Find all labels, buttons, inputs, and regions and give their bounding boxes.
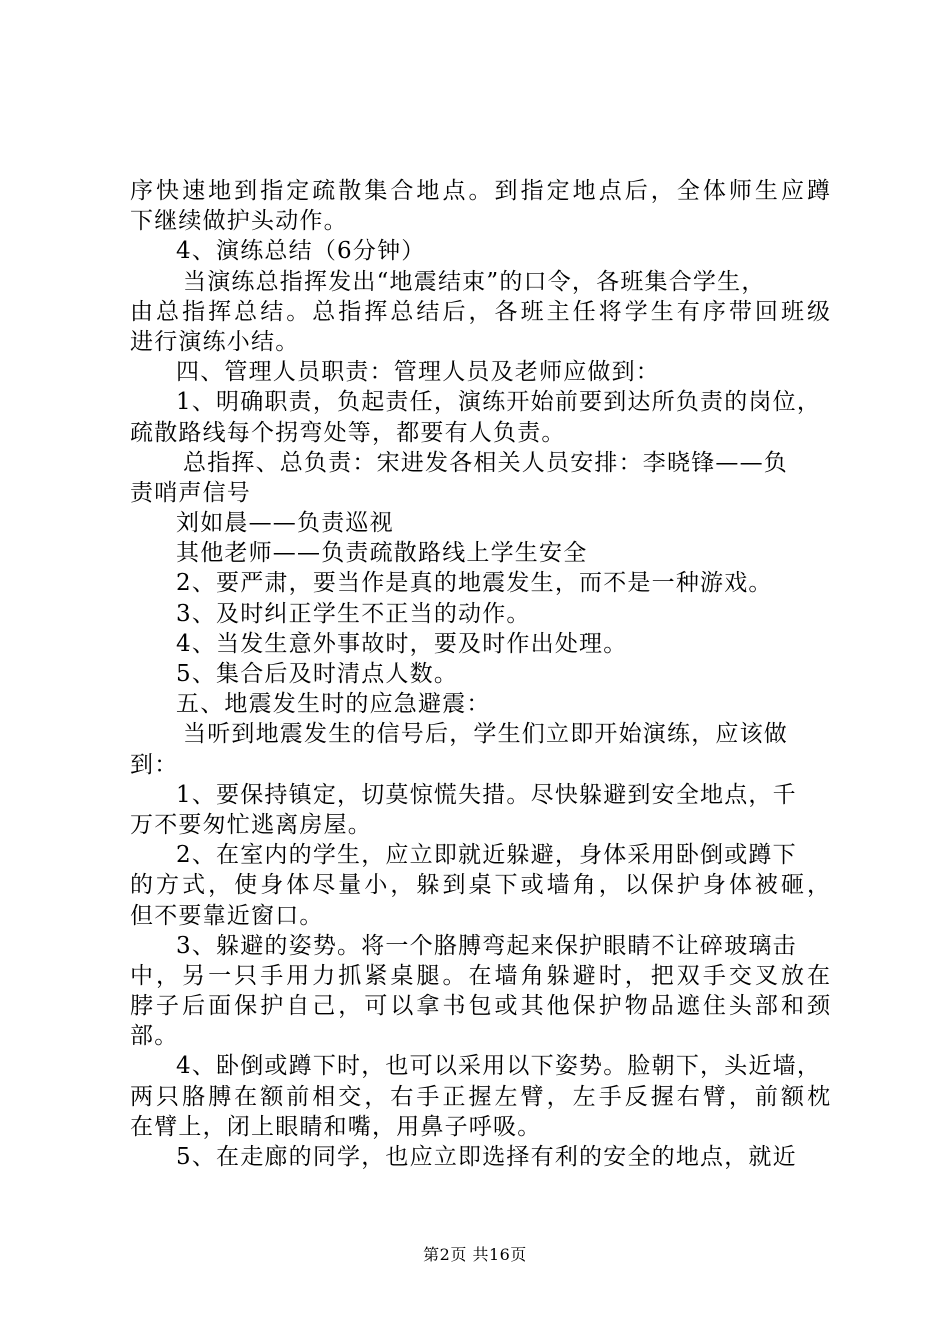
text-line: 的方式，使身体尽量小，躲到桌下或墙角，以保护身体被砸， (130, 872, 830, 899)
text-line: 4、卧倒或蹲下时，也可以采用以下姿势。脸朝下，头近墙， (176, 1053, 822, 1080)
text-line: 1、要保持镇定，切莫惊慌失措。尽快躲避到安全地点，千 (176, 781, 797, 808)
text-line: 2、在室内的学生，应立即就近躲避，身体采用卧倒或蹲下 (176, 842, 797, 869)
text-line: 在臂上，闭上眼睛和嘴，用鼻子呼吸。 (130, 1113, 542, 1140)
text-line: 其他老师——负责疏散路线上学生安全 (176, 540, 588, 567)
text-line: 5、集合后及时清点人数。 (176, 661, 459, 687)
text-line: 3、及时纠正学生不正当的动作。 (176, 600, 531, 627)
text-line: 但不要靠近窗口。 (130, 902, 324, 929)
section-heading: 五、地震发生时的应急避震： (176, 691, 491, 718)
section-heading: 四、管理人员职责：管理人员及老师应做到： (176, 359, 660, 386)
text-line: 4、当发生意外事故时，要及时作出处理。 (176, 630, 628, 657)
text-line: 由总指挥总结。总指挥总结后，各班主任将学生有序带回班级 (130, 298, 830, 325)
text-line: 5、在走廊的同学，也应立即选择有利的安全的地点，就近 (176, 1144, 797, 1170)
text-line: 中，另一只手用力抓紧桌腿。在墙角躲避时，把双手交叉放在 (130, 962, 830, 989)
text-line: 当听到地震发生的信号后，学生们立即开始演练，应该做 (183, 721, 788, 748)
text-line: 脖子后面保护自己，可以拿书包或其他保护物品遮住头部和颈 (130, 993, 830, 1020)
text-line: 责哨声信号 (130, 479, 251, 506)
text-line: 3、躲避的姿势。将一个胳膊弯起来保护眼睛不让碎玻璃击 (176, 932, 797, 959)
text-line: 两只胳膊在额前相交，右手正握左臂，左手反握右臂，前额枕 (130, 1083, 830, 1110)
document-body (130, 176, 830, 1172)
text-line: 1、明确职责，负起责任，演练开始前要到达所负责的岗位， (176, 389, 822, 416)
text-line: 进行演练小结。 (130, 328, 300, 355)
page-number-footer: 第2页 共16页 (423, 1245, 527, 1264)
text-line: 刘如晨——负责巡视 (176, 510, 394, 537)
text-line: 序快速地到指定疏散集合地点。到指定地点后，全体师生应蹲 (130, 178, 830, 204)
text-line: 当演练总指挥发出“地震结束”的口令，各班集合学生， (183, 268, 766, 295)
text-line: 疏散路线每个拐弯处等，都要有人负责。 (130, 419, 566, 446)
text-line: 万不要匆忙逃离房屋。 (130, 811, 372, 838)
text-line: 2、要严肃，要当作是真的地震发生，而不是一种游戏。 (176, 570, 773, 597)
section-heading: 4、演练总结（6分钟） (176, 238, 426, 265)
text-line: 下继续做护头动作。 (130, 208, 348, 235)
text-line: 部。 (130, 1023, 179, 1050)
text-line: 总指挥、总负责：宋进发各相关人员安排：李晓锋——负 (183, 449, 788, 476)
text-line: 到： (130, 751, 179, 778)
